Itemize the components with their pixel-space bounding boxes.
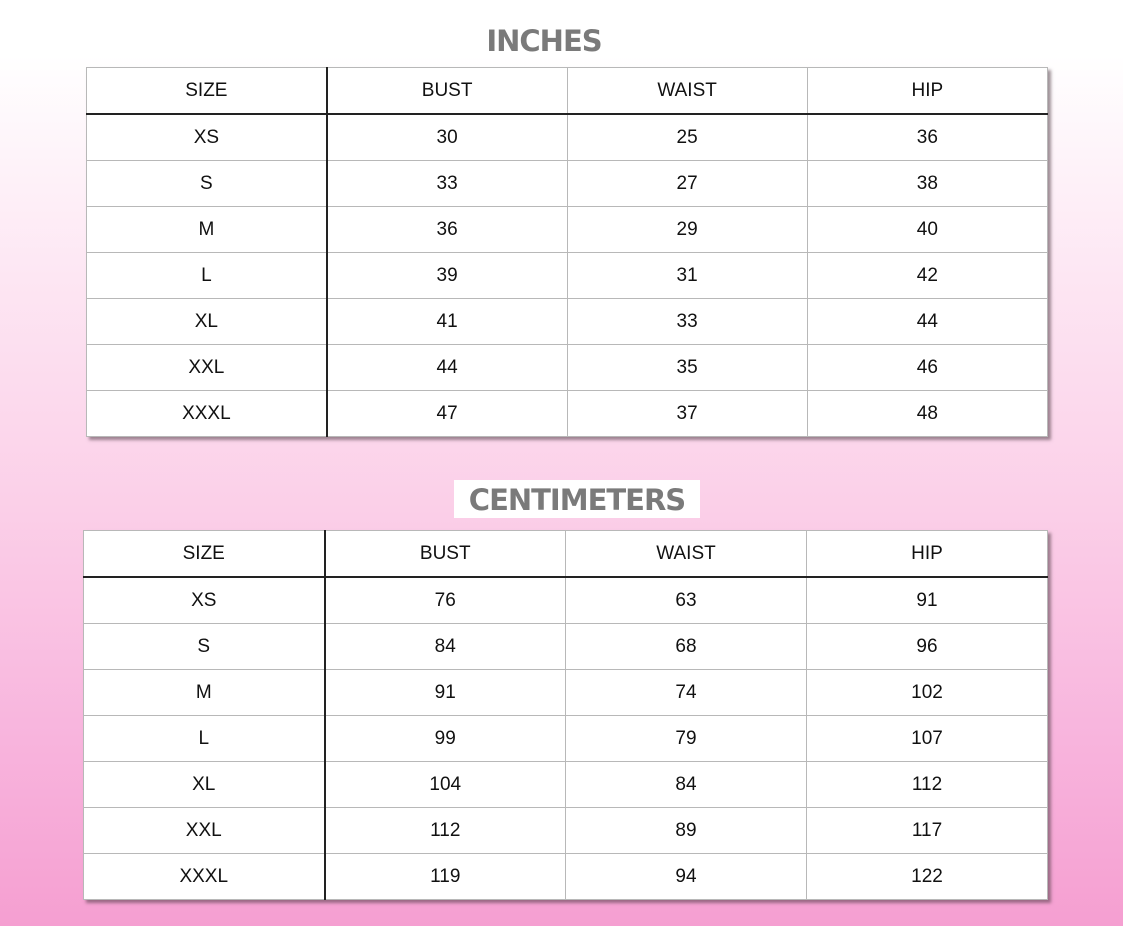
- measurement-cell: 89: [566, 808, 807, 854]
- measurement-cell: 68: [566, 624, 807, 670]
- size-cell: S: [84, 624, 325, 670]
- table-row: [87, 207, 1048, 253]
- column-header: SIZE: [84, 531, 325, 578]
- measurement-cell: 84: [566, 762, 807, 808]
- measurement-cell: 112: [325, 808, 566, 854]
- measurement-cell: 74: [566, 670, 807, 716]
- table-row: [84, 577, 1048, 624]
- measurement-cell: 30: [327, 114, 567, 161]
- table-row: [84, 716, 1048, 762]
- column-header: HIP: [807, 531, 1048, 578]
- measurement-cell: 33: [567, 299, 807, 345]
- table-row: [87, 299, 1048, 345]
- measurement-cell: 94: [566, 854, 807, 900]
- measurement-cell: 37: [567, 391, 807, 437]
- measurement-cell: 40: [807, 207, 1047, 253]
- size-cell: XXXL: [87, 391, 327, 437]
- size-cell: XS: [87, 114, 327, 161]
- size-cell: M: [84, 670, 325, 716]
- measurement-cell: 38: [807, 161, 1047, 207]
- measurement-cell: 29: [567, 207, 807, 253]
- measurement-cell: 102: [807, 670, 1048, 716]
- measurement-cell: 42: [807, 253, 1047, 299]
- measurement-cell: 31: [567, 253, 807, 299]
- measurement-cell: 63: [566, 577, 807, 624]
- measurement-cell: 122: [807, 854, 1048, 900]
- size-cell: M: [87, 207, 327, 253]
- measurement-cell: 79: [566, 716, 807, 762]
- table-row: [84, 854, 1048, 900]
- column-header: WAIST: [566, 531, 807, 578]
- size-cell: L: [87, 253, 327, 299]
- header-row: [87, 68, 1048, 115]
- header-row: [84, 531, 1048, 578]
- column-header: BUST: [327, 68, 567, 115]
- measurement-cell: 36: [807, 114, 1047, 161]
- size-cell: XL: [84, 762, 325, 808]
- measurement-cell: 27: [567, 161, 807, 207]
- measurement-cell: 44: [327, 345, 567, 391]
- measurement-cell: 84: [325, 624, 566, 670]
- size-cell: XS: [84, 577, 325, 624]
- table-row: [87, 345, 1048, 391]
- inches-title: INCHES: [486, 24, 602, 58]
- measurement-cell: 25: [567, 114, 807, 161]
- measurement-cell: 33: [327, 161, 567, 207]
- measurement-cell: 99: [325, 716, 566, 762]
- measurement-cell: 119: [325, 854, 566, 900]
- table-row: [84, 808, 1048, 854]
- centimeters-title: CENTIMETERS: [454, 480, 700, 518]
- table-row: [87, 253, 1048, 299]
- table-row: [84, 624, 1048, 670]
- measurement-cell: 41: [327, 299, 567, 345]
- measurement-cell: 76: [325, 577, 566, 624]
- column-header: SIZE: [87, 68, 327, 115]
- measurement-cell: 107: [807, 716, 1048, 762]
- column-header: BUST: [325, 531, 566, 578]
- size-cell: XXXL: [84, 854, 325, 900]
- size-cell: XL: [87, 299, 327, 345]
- size-cell: L: [84, 716, 325, 762]
- measurement-cell: 117: [807, 808, 1048, 854]
- measurement-cell: 47: [327, 391, 567, 437]
- size-cell: XXL: [84, 808, 325, 854]
- measurement-cell: 35: [567, 345, 807, 391]
- table-row: [87, 114, 1048, 161]
- inches-size-table: [86, 67, 1048, 437]
- column-header: HIP: [807, 68, 1047, 115]
- measurement-cell: 91: [325, 670, 566, 716]
- measurement-cell: 44: [807, 299, 1047, 345]
- measurement-cell: 46: [807, 345, 1047, 391]
- size-cell: S: [87, 161, 327, 207]
- measurement-cell: 39: [327, 253, 567, 299]
- measurement-cell: 36: [327, 207, 567, 253]
- measurement-cell: 104: [325, 762, 566, 808]
- table-row: [87, 161, 1048, 207]
- measurement-cell: 112: [807, 762, 1048, 808]
- column-header: WAIST: [567, 68, 807, 115]
- measurement-cell: 91: [807, 577, 1048, 624]
- table-row: [84, 670, 1048, 716]
- measurement-cell: 96: [807, 624, 1048, 670]
- table-row: [87, 391, 1048, 437]
- size-cell: XXL: [87, 345, 327, 391]
- centimeters-size-table: [83, 530, 1048, 900]
- table-row: [84, 762, 1048, 808]
- measurement-cell: 48: [807, 391, 1047, 437]
